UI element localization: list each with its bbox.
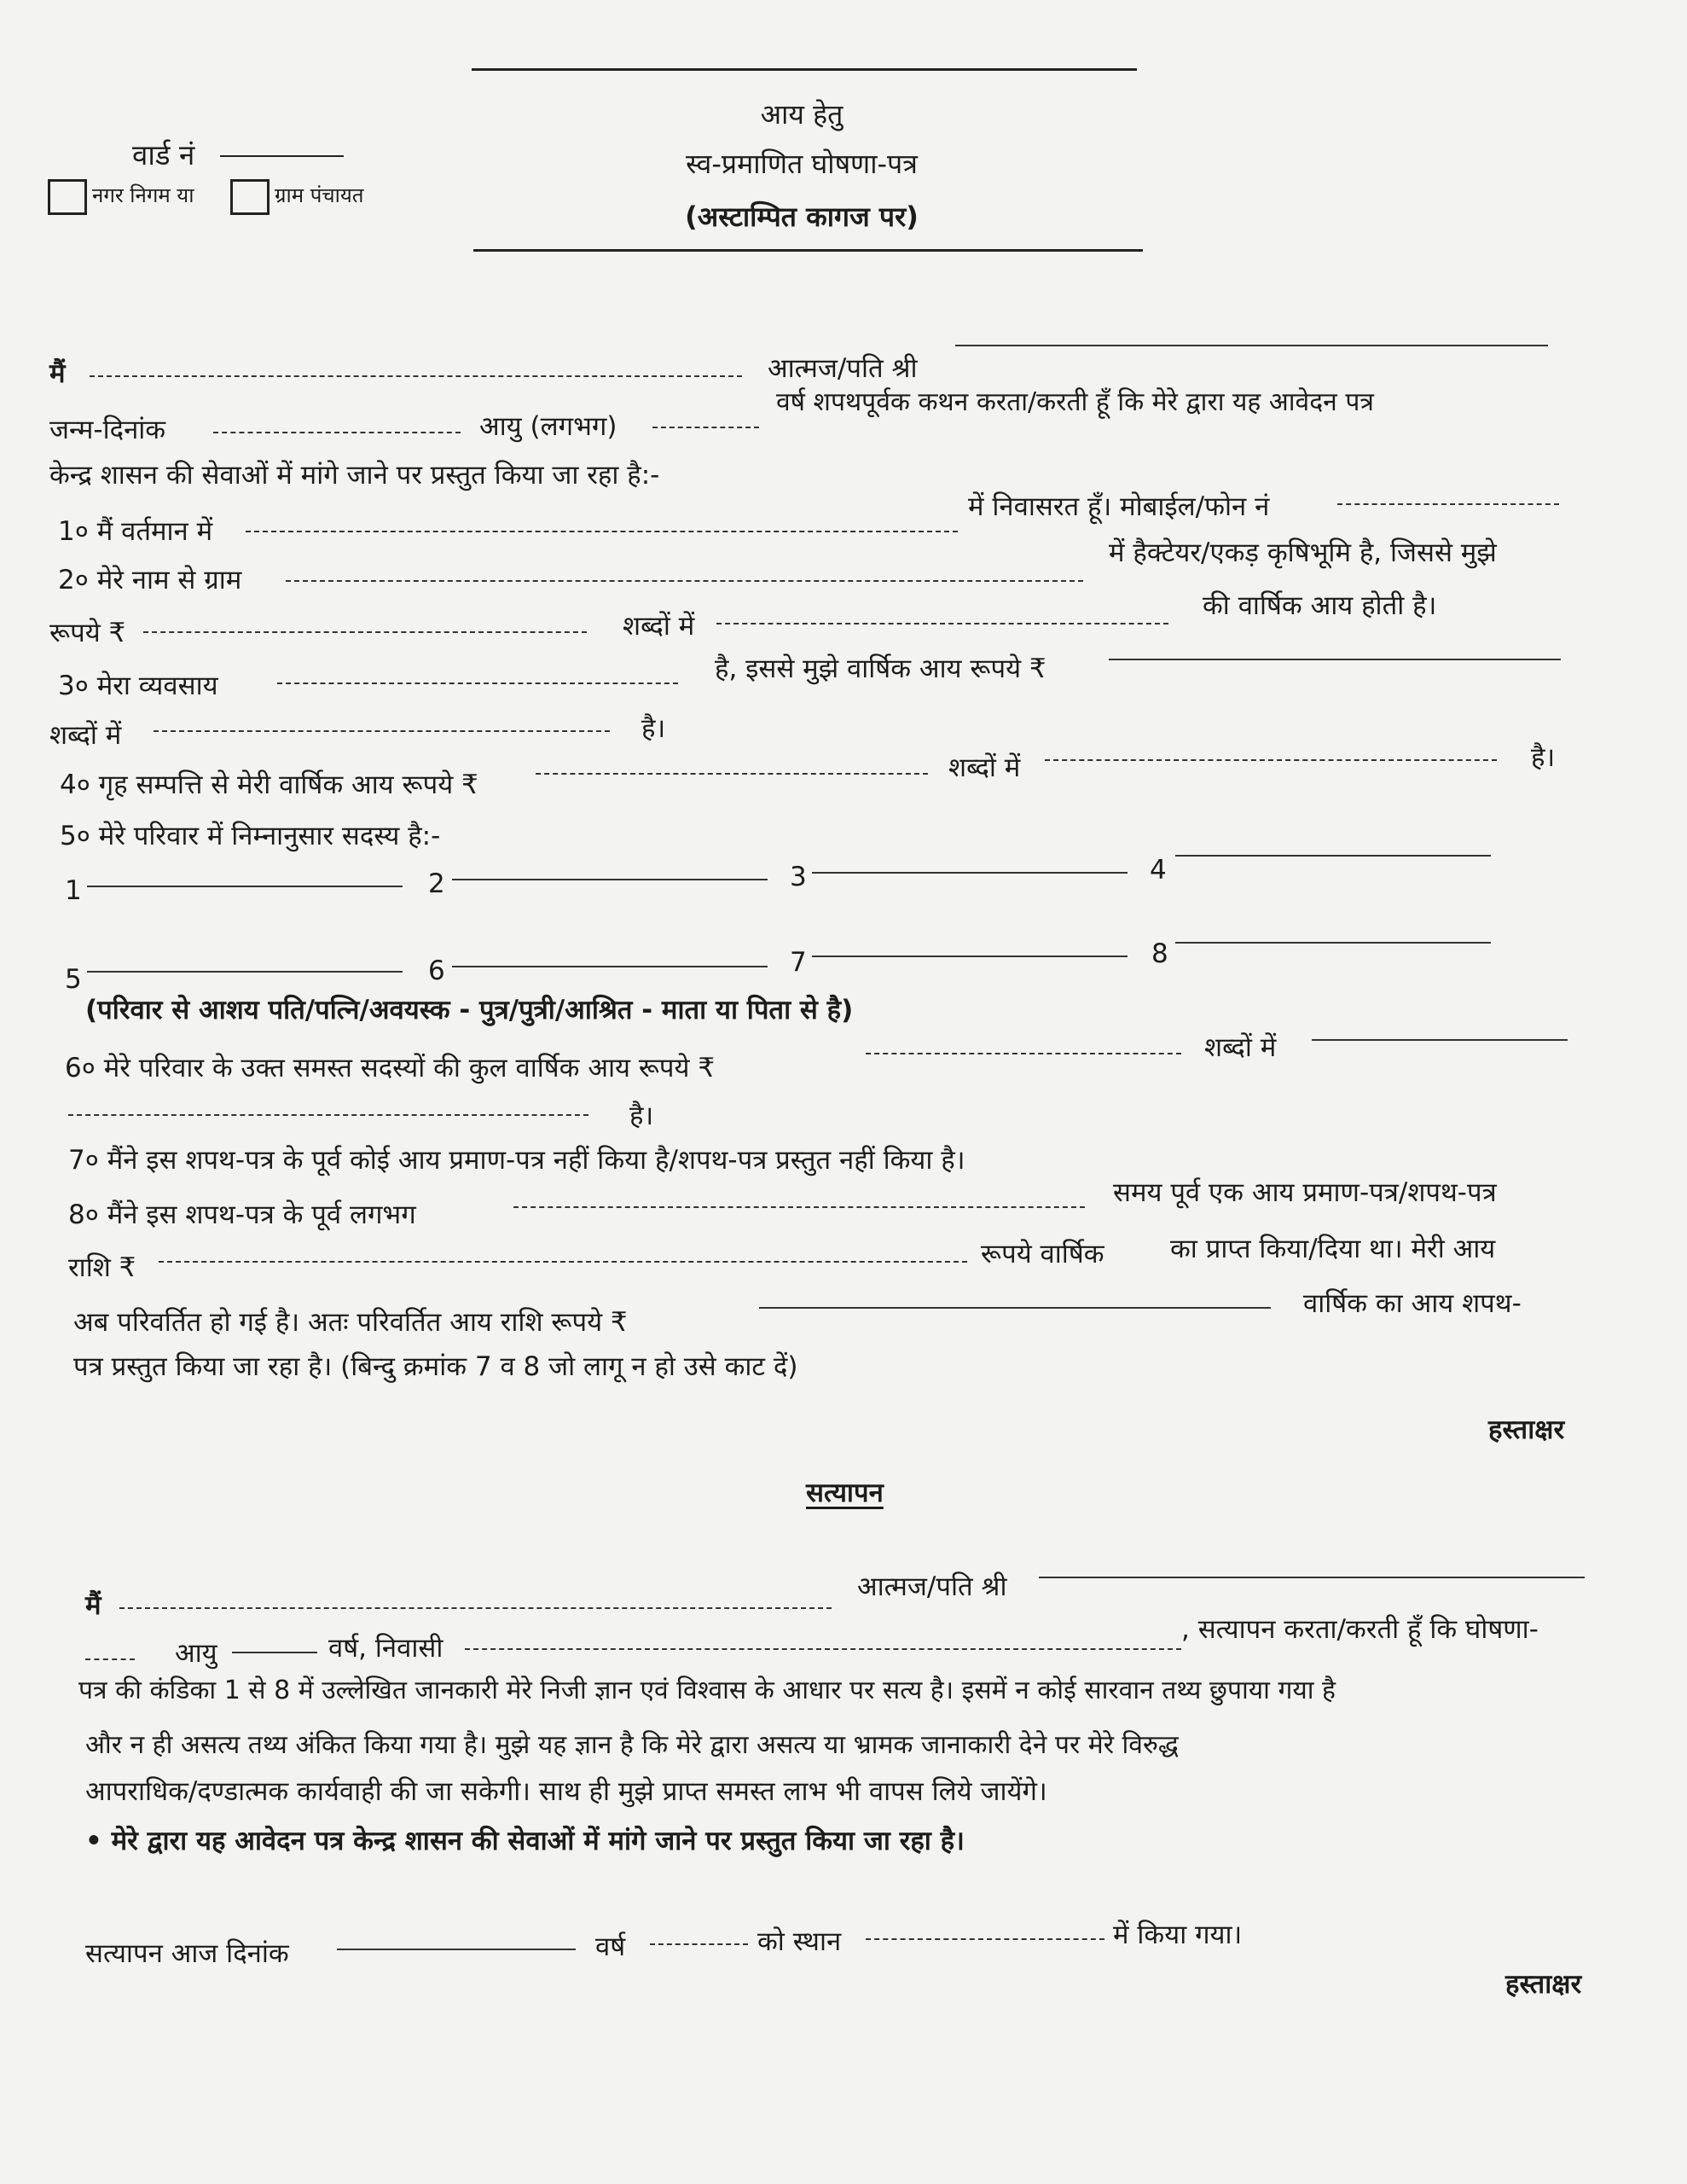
member-number-8: 8 (1151, 938, 1168, 969)
header-top-rule (472, 68, 1137, 71)
dob-label: जन्म-दिनांक (49, 415, 166, 445)
item3-amount-blank[interactable] (1109, 659, 1561, 660)
atmaj-pati-label: आत्मज/पति श्री (768, 353, 918, 384)
occupation-blank[interactable] (277, 682, 678, 684)
item8-label: 8० मैंने इस शपथ-पत्र के पूर्व लगभग (68, 1199, 416, 1230)
member-blank-1[interactable] (87, 886, 403, 887)
member-number-3: 3 (790, 862, 807, 892)
item2-words-label: शब्दों में (623, 611, 695, 642)
item8-new-amount-blank[interactable] (759, 1307, 1271, 1309)
item6-words-label: शब्दों में (1204, 1032, 1277, 1063)
name-blank[interactable] (90, 375, 742, 377)
header-bottom-rule (473, 249, 1143, 252)
title-line-2: स्व-प्रमाणित घोषणा-पत्र (686, 148, 918, 180)
verification-place-label: को स्थान (757, 1926, 842, 1957)
verification-name-blank[interactable] (119, 1607, 832, 1609)
verification-place-blank[interactable] (866, 1938, 1104, 1940)
father-husband-blank[interactable] (955, 345, 1548, 346)
item4-end: है। (1531, 742, 1556, 773)
gram-panchayat-checkbox[interactable] (230, 179, 270, 215)
ward-number-blank (220, 155, 344, 157)
item8-closing: पत्र प्रस्तुत किया जा रहा है। (बिन्दु क्रमांक 7 व 8 जो लागू न हो उसे काट दें) (73, 1351, 798, 1382)
item8-annual: रूपये वार्षिक (981, 1239, 1104, 1269)
verification-line-2: पत्र की कंडिका 1 से 8 में उल्लेखित जानकारी मेरे निजी ज्ञान एवं विश्वास के आधार पर सत्य है। इसमें न कोई सारवान तथ्य छुपाया गया है (78, 1676, 1336, 1705)
gram-panchayat-label: ग्राम पंचायत (275, 183, 364, 207)
verification-father-blank[interactable] (1039, 1577, 1585, 1578)
member-blank-2[interactable] (452, 879, 768, 880)
item2-rupees-label: रूपये ₹ (49, 618, 126, 648)
item6-label: 6० मेरे परिवार के उक्त समस्त सदस्यों की कुल वार्षिक आय रूपये ₹ (65, 1053, 716, 1083)
shapath-text: वर्ष शपथपूर्वक कथन करता/करती हूँ कि मेरे द्वारा यह आवेदन पत्र (776, 387, 1374, 417)
item3-label: 3० मेरा व्यवसाय (58, 671, 218, 701)
verification-date-blank[interactable] (337, 1949, 576, 1950)
item2-label: 2० मेरे नाम से ग्राम (58, 565, 242, 595)
village-blank[interactable] (286, 580, 1083, 582)
item1-label: 1० मैं वर्तमान में (58, 516, 213, 547)
family-note: (परिवार से आशय पति/पत्नि/अवयस्क - पुत्र/पुत्री/आश्रित - माता या पिता से है) (85, 995, 854, 1025)
verification-residence-label: वर्ष, निवासी (328, 1633, 443, 1664)
item8-amount-blank[interactable] (159, 1261, 967, 1263)
declaration-signature: हस्ताक्षर (1488, 1414, 1565, 1445)
item8-changed: अब परिवर्तित हो गई है। अतः परिवर्तित आय राशि रूपये ₹ (73, 1307, 628, 1338)
verification-declare: , सत्यापन करता/करती हूँ कि घोषणा- (1181, 1614, 1539, 1645)
item1-suffix: में निवासरत हूँ। मोबाईल/फोन नं (968, 491, 1270, 522)
item6-end: है। (629, 1101, 654, 1131)
member-number-4: 4 (1150, 855, 1167, 886)
item2-suffix: में हैक्टेयर/एकड़ कृषिभूमि है, जिससे मुझे (1109, 537, 1497, 568)
item4-amount-blank[interactable] (536, 773, 928, 775)
title-line-3: (अस्टाम्पित कागज पर) (685, 200, 919, 233)
item3-suffix: है, इससे मुझे वार्षिक आय रूपये ₹ (715, 653, 1046, 684)
item8-amount-label: राशि ₹ (68, 1252, 136, 1283)
item4-label: 4० गृह सम्पत्ति से मेरी वार्षिक आय रूपये ₹ (60, 770, 478, 800)
item4-words-label: शब्दों में (948, 752, 1021, 783)
item3-words-label: शब्दों में (49, 720, 122, 751)
age-blank[interactable] (652, 427, 759, 428)
kendra-line: केन्द्र शासन की सेवाओं में मांगे जाने पर प्रस्तुत किया जा रहा है:- (49, 460, 660, 491)
verification-line-3: और न ही असत्य तथ्य अंकित किया गया है। मुझे यह ज्ञान है कि मेरे द्वारा असत्य या भ्रामक जानाकारी देने पर मेरे विरुद्ध (85, 1730, 1179, 1760)
item3-words-blank[interactable] (154, 730, 610, 732)
member-blank-8[interactable] (1175, 942, 1491, 944)
residence-blank[interactable] (246, 531, 958, 532)
item6-words-blank[interactable] (1312, 1039, 1568, 1041)
nagar-nigam-checkbox[interactable] (48, 179, 87, 215)
verification-prefix-blank[interactable] (85, 1658, 135, 1660)
verification-done: में किया गया। (1113, 1920, 1243, 1950)
verification-title: सत्यापन (806, 1478, 884, 1508)
item8-received: का प्राप्त किया/दिया था। मेरी आय (1170, 1234, 1496, 1264)
member-number-2: 2 (428, 868, 445, 899)
item8-suffix: समय पूर्व एक आय प्रमाण-पत्र/शपथ-पत्र (1113, 1177, 1497, 1208)
member-blank-6[interactable] (452, 966, 768, 967)
item2-amount-blank[interactable] (143, 631, 587, 633)
nagar-nigam-label: नगर निगम या (92, 183, 194, 207)
item4-words-blank[interactable] (1045, 759, 1497, 761)
verification-year-label: वर्ष (595, 1931, 626, 1962)
member-blank-5[interactable] (87, 971, 403, 973)
verification-age-blank[interactable] (232, 1652, 317, 1653)
verification-main-label: मैं (85, 1590, 101, 1621)
title-line-1: आय हेतु (760, 98, 844, 131)
item2-income-text: की वार्षिक आय होती है। (1203, 590, 1437, 621)
member-number-5: 5 (65, 964, 82, 995)
verification-signature: हस्ताक्षर (1505, 1969, 1582, 2000)
verification-bullet: • मेरे द्वारा यह आवेदन पत्र केन्द्र शासन की सेवाओं में मांगे जाने पर प्रस्तुत किया जा रहा है। (85, 1826, 965, 1856)
mobile-blank[interactable] (1337, 503, 1559, 505)
member-blank-3[interactable] (812, 872, 1128, 874)
item6-amount-blank[interactable] (866, 1053, 1181, 1054)
item5-label: 5० मेरे परिवार में निम्नानुसार सदस्य है:- (60, 821, 441, 851)
dob-blank[interactable] (213, 432, 461, 433)
item3-end: है। (641, 713, 666, 744)
item2-words-blank[interactable] (716, 623, 1168, 624)
member-blank-4[interactable] (1175, 855, 1491, 857)
member-number-6: 6 (428, 956, 445, 986)
item6-words-blank-2[interactable] (68, 1114, 588, 1116)
member-number-1: 1 (65, 875, 82, 906)
verification-year-blank[interactable] (650, 1943, 748, 1945)
main-label: मैं (49, 358, 66, 389)
verification-line-4: आपराधिक/दण्डात्मक कार्यवाही की जा सकेगी। साथ ही मुझे प्राप्त समस्त लाभ भी वापस लिये जायेंगे। (85, 1776, 1047, 1807)
member-number-7: 7 (790, 947, 807, 978)
verification-age-label: आयु (175, 1638, 217, 1669)
member-blank-7[interactable] (812, 956, 1128, 957)
ward-label: वार्ड नं (132, 138, 195, 171)
verification-date-label: सत्यापन आज दिनांक (85, 1938, 289, 1969)
item7-text: 7० मैंने इस शपथ-पत्र के पूर्व कोई आय प्रमाण-पत्र नहीं किया है/शपथ-पत्र प्रस्तुत नहीं किया है। (68, 1145, 965, 1176)
item8-annual-shapath: वार्षिक का आय शपथ- (1303, 1288, 1522, 1319)
age-label: आयु (लगभग) (479, 411, 617, 442)
item8-duration-blank[interactable] (513, 1206, 1085, 1208)
verification-atmaj-label: आत्मज/पति श्री (857, 1571, 1007, 1602)
verification-residence-blank[interactable] (465, 1648, 1181, 1650)
